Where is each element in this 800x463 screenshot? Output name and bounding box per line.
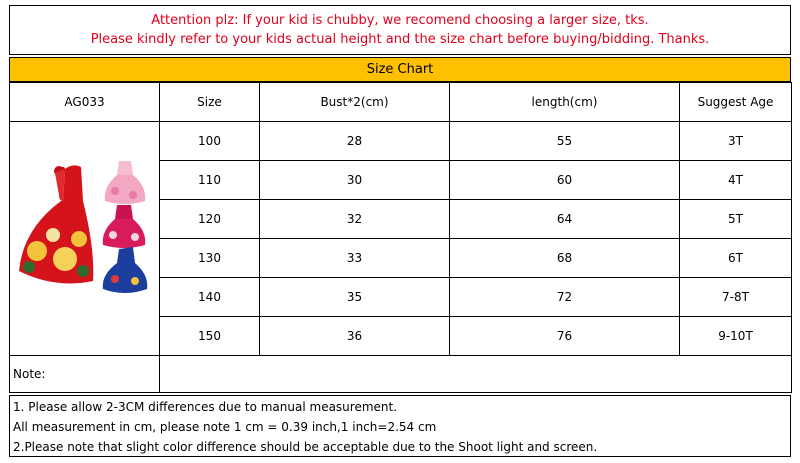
cell-age: 5T [680, 200, 792, 239]
cell-size: 100 [160, 122, 260, 161]
header-bust: Bust*2(cm) [260, 83, 450, 122]
cell-length: 60 [450, 161, 680, 200]
cell-age: 6T [680, 239, 792, 278]
cell-age: 7-8T [680, 278, 792, 317]
footnote-line: 2.Please note that slight color difference should be acceptable due to the Shoot light and screen. [13, 440, 598, 454]
cell-size: 110 [160, 161, 260, 200]
main-dress-icon [19, 165, 93, 283]
cell-bust: 36 [260, 317, 450, 356]
cell-age: 3T [680, 122, 792, 161]
footnote-line: 1. Please allow 2-3CM differences due to manual measurement. [13, 400, 398, 414]
rose-dress-icon [102, 205, 145, 248]
header-suggest-age: Suggest Age [680, 83, 792, 122]
cell-size: 130 [160, 239, 260, 278]
note-label: Note: [10, 356, 160, 393]
cell-length: 72 [450, 278, 680, 317]
header-size: Size [160, 83, 260, 122]
dress-product-image [15, 139, 155, 339]
size-table [9, 82, 792, 393]
cell-length: 68 [450, 239, 680, 278]
cell-bust: 33 [260, 239, 450, 278]
note-row [10, 356, 792, 393]
cell-size: 150 [160, 317, 260, 356]
cell-length: 64 [450, 200, 680, 239]
cell-size: 140 [160, 278, 260, 317]
cell-bust: 30 [260, 161, 450, 200]
note-content [160, 356, 792, 393]
blue-dress-icon [102, 247, 146, 293]
table-header-row [10, 83, 792, 122]
cell-length: 55 [450, 122, 680, 161]
notice-line-1: Attention plz: If your kid is chubby, we recomend choosing a larger size, tks. [151, 13, 649, 28]
chart-title: Size Chart [9, 57, 791, 82]
header-length: length(cm) [450, 83, 680, 122]
notice-box [9, 5, 791, 55]
pink-dress-icon [104, 161, 145, 204]
cell-bust: 28 [260, 122, 450, 161]
cell-size: 120 [160, 200, 260, 239]
header-product-code: AG033 [10, 83, 160, 122]
product-image-cell [10, 122, 160, 356]
table-row [10, 122, 792, 161]
footnote-line: All measurement in cm, please note 1 cm = 0.39 inch,1 inch=2.54 cm [13, 420, 437, 434]
cell-age: 4T [680, 161, 792, 200]
cell-bust: 35 [260, 278, 450, 317]
notice-line-2: Please kindly refer to your kids actual height and the size chart before buying/bidding. Thanks. [90, 32, 710, 47]
cell-length: 76 [450, 317, 680, 356]
cell-bust: 32 [260, 200, 450, 239]
cell-age: 9-10T [680, 317, 792, 356]
footnotes-box [9, 395, 791, 457]
